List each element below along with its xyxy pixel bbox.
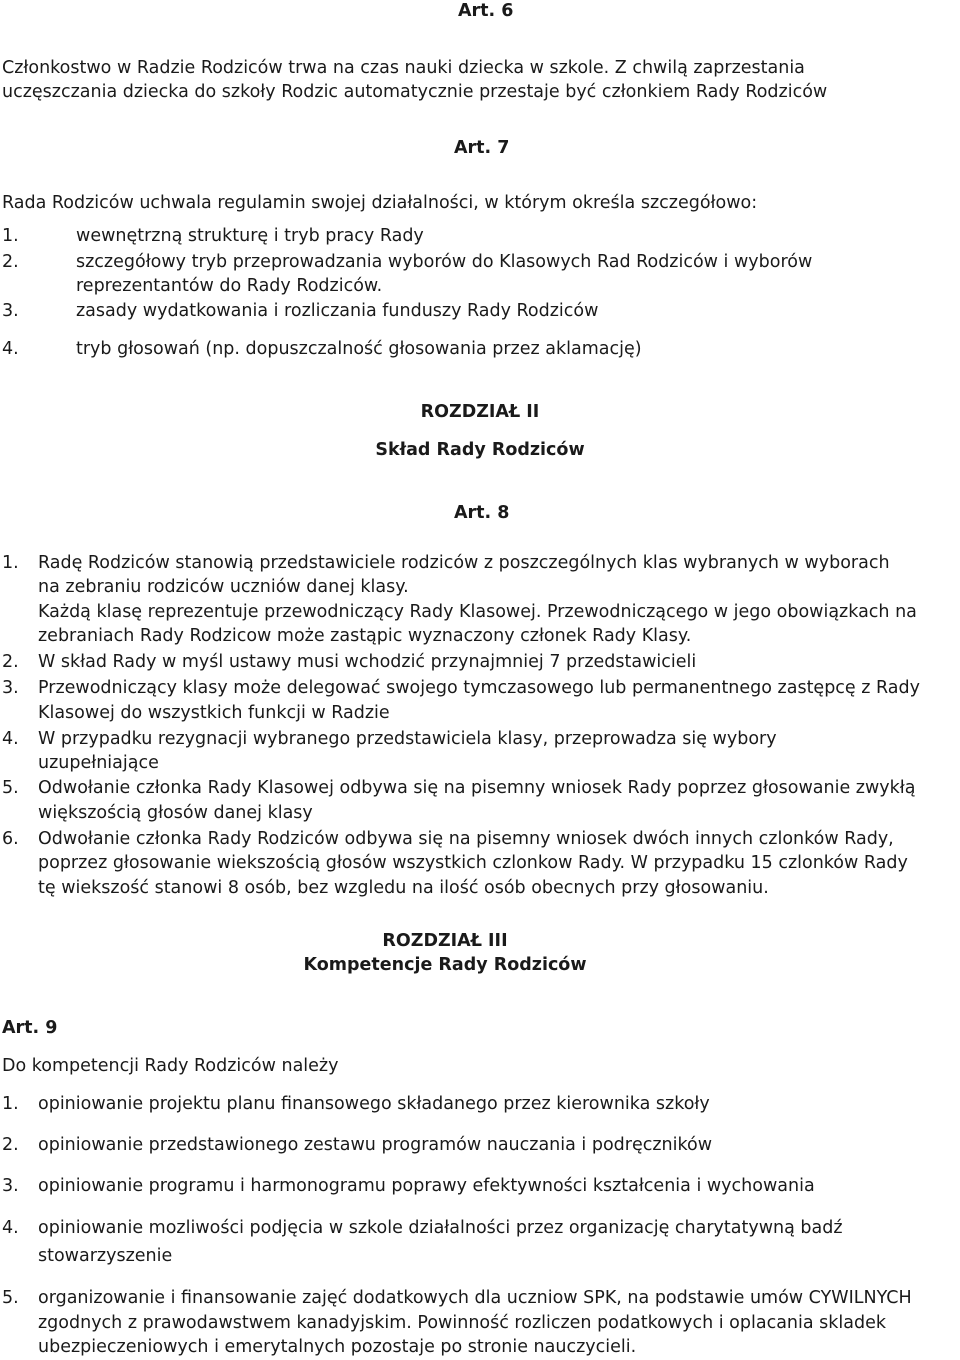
art7-item-number: 2.	[2, 252, 19, 272]
art7-item-text: wewnętrzną strukturę i tryb pracy Rady	[76, 226, 424, 246]
art9-item-number: 5.	[2, 1288, 19, 1308]
art8-item-text: uzupełniające	[38, 753, 159, 773]
art8-item-number: 5.	[2, 778, 19, 798]
art8-item-text: tę wiekszość stanowi 8 osób, bez wzgledu na ilość osób obecnych przy głosowaniu.	[38, 878, 769, 898]
art7-item-text: tryb głosowań (np. dopuszczalność głosowania przez aklamację)	[76, 339, 642, 359]
art9-item-number: 3.	[2, 1176, 19, 1196]
art8-item-number: 1.	[2, 553, 19, 573]
art7-item-text: zasady wydatkowania i rozliczania funduszy Rady Rodziców	[76, 301, 599, 321]
art7-item-text: reprezentantów do Rady Rodziców.	[76, 276, 383, 296]
art9-heading: Art. 9	[2, 1018, 58, 1038]
art9-item-text: zgodnych z prawodawstwem kanadyjskim. Powinność rozliczen podatkowych i oplacania skladek	[38, 1313, 887, 1333]
art7-item-text: szczegółowy tryb przeprowadzania wyborów do Klasowych Rad Rodziców i wyborów	[76, 252, 813, 272]
art8-item-text: Radę Rodziców stanowią przedstawiciele rodziców z poszczególnych klas wybranych w wyborach	[38, 553, 890, 573]
art8-item-text: zebraniach Rady Rodzicow może zastąpic wyznaczony członek Rady Klasy.	[38, 626, 692, 646]
art8-item-text: Odwołanie członka Rady Rodziców odbywa się na pisemny wniosek dwóch innych czlonków Rady,	[38, 829, 894, 849]
art9-item-number: 4.	[2, 1218, 19, 1238]
art8-item-number: 3.	[2, 678, 19, 698]
art8-heading: Art. 8	[454, 503, 510, 523]
art8-item-text: Odwołanie członka Rady Klasowej odbywa się na pisemny wniosek Rady poprzez głosowanie zwykłą	[38, 778, 916, 798]
art9-intro: Do kompetencji Rady Rodziców należy	[2, 1056, 339, 1076]
art9-item-text: organizowanie i finansowanie zajęć dodatkowych dla uczniow SPK, na podstawie umów CYWILNYCH	[38, 1288, 912, 1308]
art9-item-text: ubezpieczeniowych i emerytalnych pozostaje po stronie nauczycieli.	[38, 1337, 637, 1357]
art8-item-text: Klasowej do wszystkich funkcji w Radzie	[38, 703, 390, 723]
art8-item-text: poprzez głosowanie wiekszością głosów wszystkich czlonkow Rady. W przypadku 15 czlonków Rady	[38, 853, 908, 873]
art8-item-number: 6.	[2, 829, 19, 849]
chapter2-subtitle: Skład Rady Rodziców	[375, 440, 585, 460]
art9-item-text: opiniowanie programu i harmonogramu poprawy efektywności kształcenia i wychowania	[38, 1176, 815, 1196]
art9-item-text: stowarzyszenie	[38, 1246, 173, 1266]
art8-item-text: Każdą klasę reprezentuje przewodniczący Rady Klasowej. Przewodniczącego w jego obowiązkach na	[38, 602, 917, 622]
chapter3-subtitle: Kompetencje Rady Rodziców	[303, 955, 587, 975]
art7-item-number: 3.	[2, 301, 19, 321]
art6-paragraph-line: uczęszczania dziecka do szkoły Rodzic automatycznie przestaje być członkiem Rady Rodziców	[2, 82, 828, 102]
art9-item-text: opiniowanie mozliwości podjęcia w szkole działalności przez organizację charytatywną badź	[38, 1218, 843, 1238]
art9-item-number: 2.	[2, 1135, 19, 1155]
art8-item-number: 4.	[2, 729, 19, 749]
art7-item-number: 1.	[2, 226, 19, 246]
chapter3-title: ROZDZIAŁ III	[382, 931, 508, 951]
chapter2-title: ROZDZIAŁ II	[420, 402, 540, 422]
art9-item-text: opiniowanie przedstawionego zestawu programów nauczania i podręczników	[38, 1135, 713, 1155]
art8-item-text: większością głosów danej klasy	[38, 803, 313, 823]
art9-item-text: opiniowanie projektu planu finansowego składanego przez kierownika szkoły	[38, 1094, 710, 1114]
art7-heading: Art. 7	[454, 138, 510, 158]
art8-item-text: na zebraniu rodziców uczniów danej klasy.	[38, 577, 409, 597]
art8-item-number: 2.	[2, 652, 19, 672]
art7-item-number: 4.	[2, 339, 19, 359]
art9-item-number: 1.	[2, 1094, 19, 1114]
art8-item-text: W przypadku rezygnacji wybranego przedstawiciela klasy, przeprowadza się wybory	[38, 729, 777, 749]
art8-item-text: W skład Rady w myśl ustawy musi wchodzić przynajmniej 7 przedstawicieli	[38, 652, 697, 672]
art6-heading: Art. 6	[458, 1, 514, 21]
art6-paragraph-line: Członkostwo w Radzie Rodziców trwa na czas nauki dziecka w szkole. Z chwilą zaprzestania	[2, 58, 805, 78]
art8-item-text: Przewodniczący klasy może delegować swojego tymczasowego lub permanentnego zastępcę z Rady	[38, 678, 920, 698]
art7-intro: Rada Rodziców uchwala regulamin swojej działalności, w którym określa szczegółowo:	[2, 193, 758, 213]
